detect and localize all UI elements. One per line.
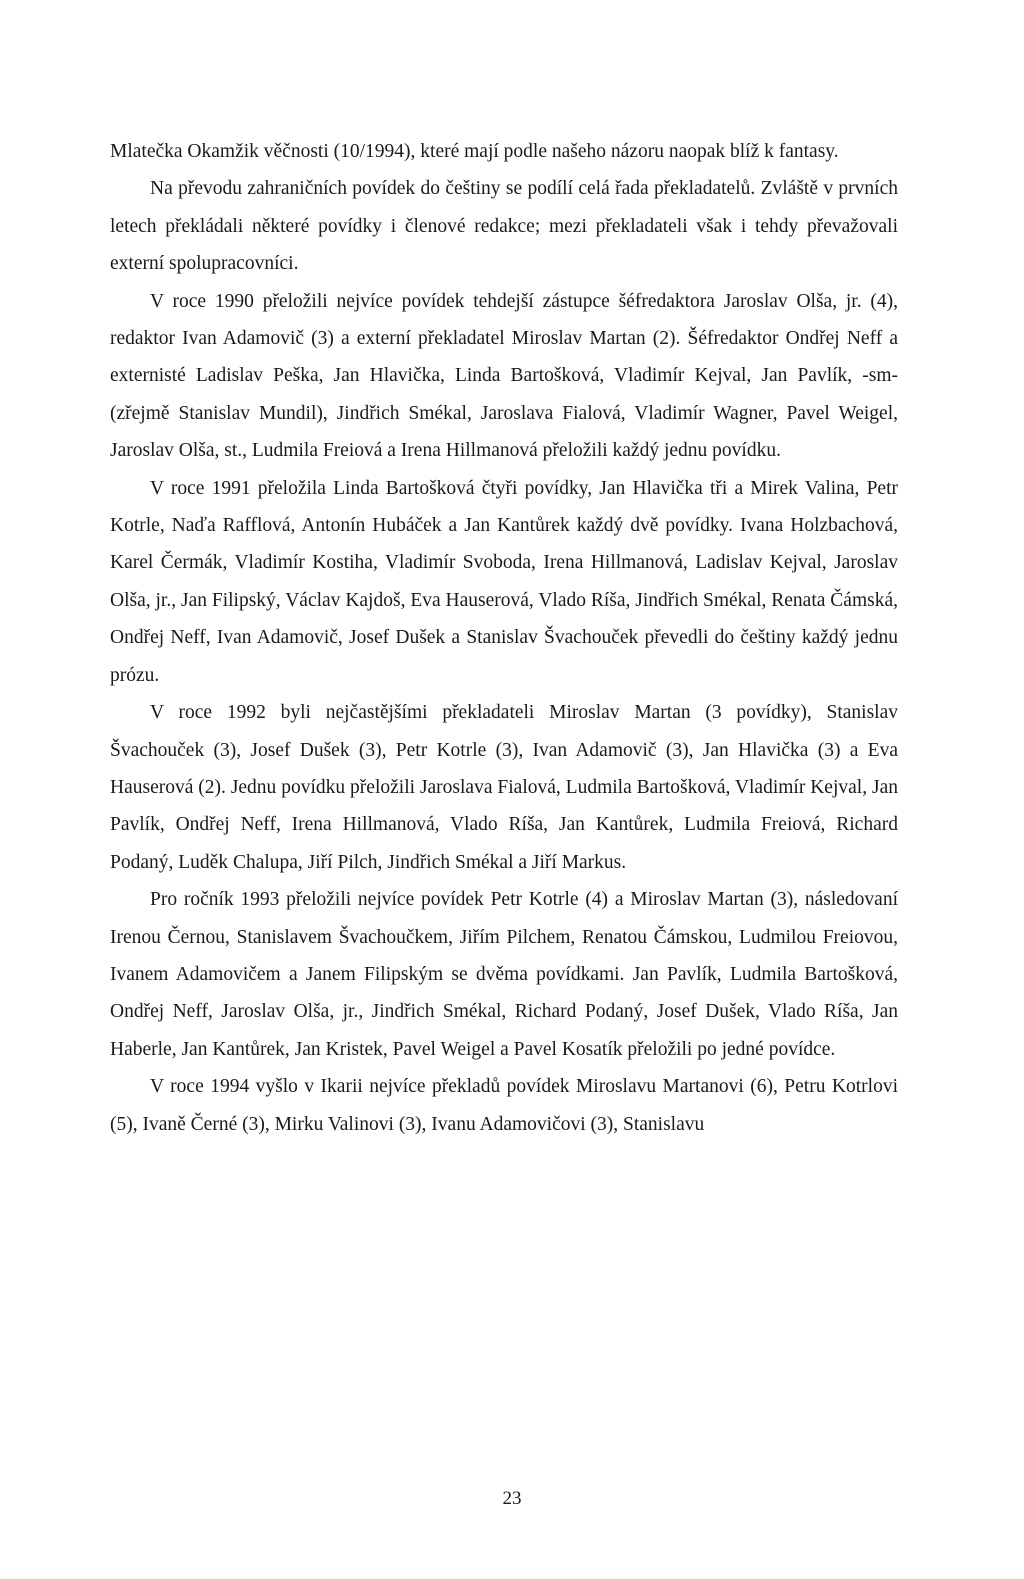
paragraph-1993: Pro ročník 1993 přeložili nejvíce povídek Petr Kotrle (4) a Miroslav Martan (3), následovaní Irenou Černou, Stanislavem Švachoučkem, Jiřím Pilchem, Renatou Čámskou, Ludmilou Freiovou, Ivanem Adamovičem a Janem Filipským se dvěma povídkami. Jan Pavlík, Ludmila Bartošková, Ondřej Neff, Jaroslav Olša, jr., Jindřich Smékal, Richard Podaný, Josef Dušek, Vlado Ríša, Jan Haberle, Jan Kantůrek, Jan Kristek, Pavel Weigel a Pavel Kosatík přeložili po jedné povídce. [110,889,898,1060]
paragraph-1994: V roce 1994 vyšlo v Ikarii nejvíce překladů povídek Miroslavu Martanovi (6), Petru Kotrlovi (5), Ivaně Černé (3), Mirku Valinovi (3), Ivanu Adamovičovi (3), Stanislavu [110,1076,898,1135]
paragraph-1992: V roce 1992 byli nejčastějšími překladateli Miroslav Martan (3 povídky), Stanislav Švachouček (3), Josef Dušek (3), Petr Kotrle (3), Ivan Adamovič (3), Jan Hlavička (3) a Eva Hauserová (2). Jednu povídku přeložili Jaroslava Fialová, Ludmila Bartošková, Vladimír Kejval, Jan Pavlík, Ondřej Neff, Irena Hillmanová, Vlado Ríša, Jan Kantůrek, Ludmila Freiová, Richard Podaný, Luděk Chalupa, Jiří Pilch, Jindřich Smékal a Jiří Markus. [110,702,898,873]
paragraph-1991: V roce 1991 přeložila Linda Bartošková čtyři povídky, Jan Hlavička tři a Mirek Valina, Petr Kotrle, Naďa Rafflová, Antonín Hubáček a Jan Kantůrek každý dvě povídky. Ivana Holzbachová, Karel Čermák, Vladimír Kostiha, Vladimír Svoboda, Irena Hillmanová, Ladislav Kejval, Jaroslav Olša, jr., Jan Filipský, Václav Kajdoš, Eva Hauserová, Vlado Ríša, Jindřich Smékal, Renata Čámská, Ondřej Neff, Ivan Adamovič, Josef Dušek a Stanislav Švachouček převedli do češtiny každý jednu prózu. [110,477,898,686]
paragraph-translators-intro: Na převodu zahraničních povídek do češtiny se podílí celá řada překladatelů. Zvláště v prvních letech překládali některé povídky i členové redakce; mezi překladateli však i tehdy převažovali externí spolupracovníci. [110,178,898,275]
paragraph-1990: V roce 1990 přeložili nejvíce povídek tehdejší zástupce šéfredaktora Jaroslav Olša, jr. (4), redaktor Ivan Adamovič (3) a externí překladatel Miroslav Martan (2). Šéfredaktor Ondřej Neff a externisté Ladislav Peška, Jan Hlavička, Linda Bartošková, Vladimír Kejval, Jan Pavlík, -sm- (zřejmě Stanislav Mundil), Jindřich Smékal, Jaroslava Fialová, Vladimír Wagner, Pavel Weigel, Jaroslav Olša, st., Ludmila Freiová a Irena Hillmanová přeložili každý jednu povídku. [110,290,898,462]
body-text [110,133,898,1143]
paragraph-continuation: Mlatečka Okamžik věčnosti (10/1994), které mají podle našeho názoru naopak blíž k fantasy. [110,141,839,162]
page-number: 23 [502,1488,522,1509]
